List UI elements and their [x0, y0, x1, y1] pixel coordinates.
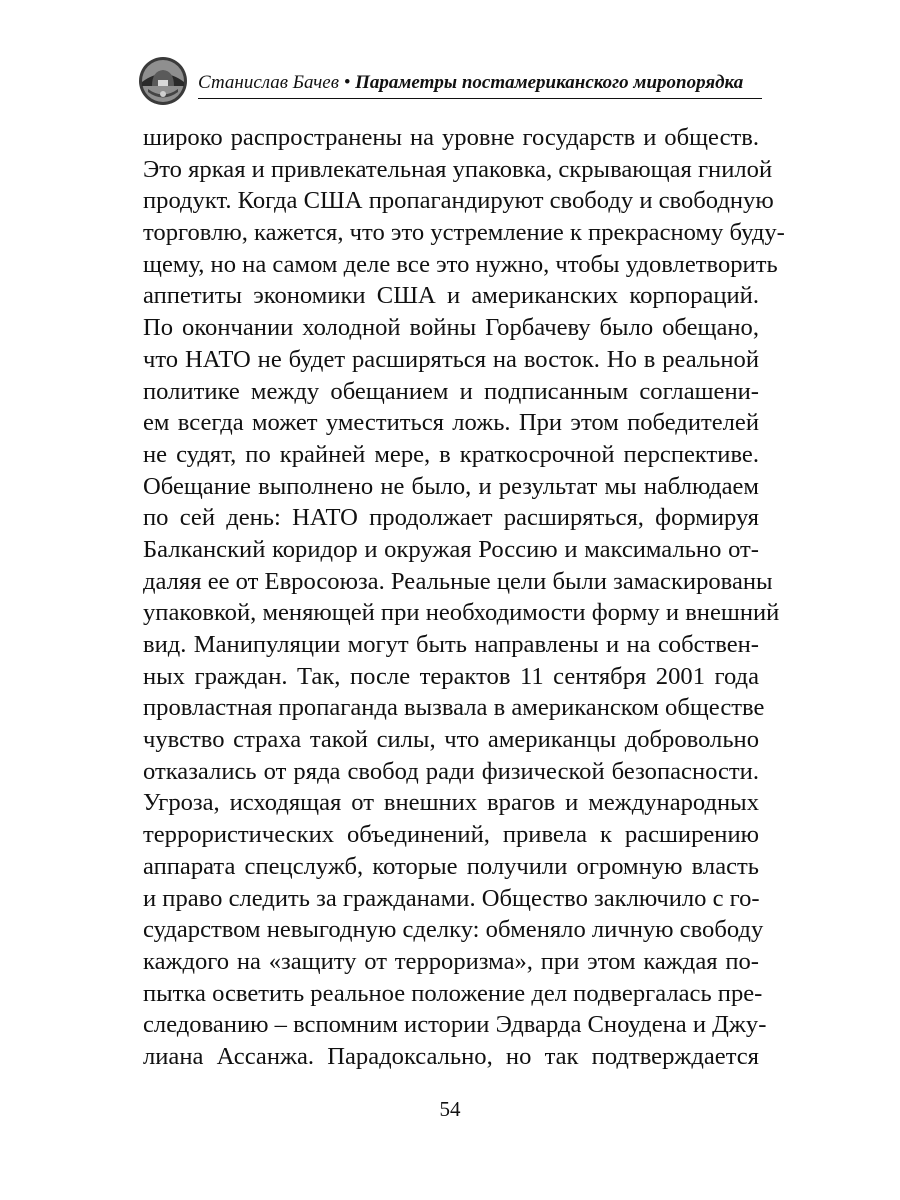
text-line: упаковкой, меняющей при необходимости форму и внешний	[143, 599, 780, 627]
text-line: ем всегда может уместиться ложь. При этом победителей	[143, 409, 759, 437]
text-line: лиана Ассанжа. Парадоксально, но так подтверждается	[143, 1042, 759, 1070]
text-line: щему, но на самом деле все это нужно, чтобы удовлетворить	[143, 250, 778, 278]
bell-tower-icon	[138, 56, 188, 106]
text-line: чувство страха такой силы, что американцы добровольно	[143, 726, 759, 754]
text-line: аппетиты экономики США и американских корпораций.	[143, 282, 759, 310]
text-line: торговлю, кажется, что это устремление к прекрасному буду-	[143, 219, 785, 247]
running-header	[138, 56, 762, 106]
header-rule	[198, 98, 762, 99]
text-line: пытка осветить реальное положение дел подвергалась пре-	[143, 979, 763, 1007]
text-line: Балканский коридор и окружая Россию и максимально от-	[143, 535, 759, 563]
text-line: не судят, по крайней мере, в краткосрочной перспективе.	[143, 440, 759, 468]
text-line: вид. Манипуляции могут быть направлены и на собствен-	[143, 631, 759, 658]
text-line: Обещание выполнено не было, и результат мы наблюдаем	[143, 472, 759, 500]
text-line: следованию – вспомним истории Эдварда Сноудена и Джу-	[143, 1011, 767, 1039]
text-line: провластная пропаганда вызвала в американском обществе	[143, 694, 765, 722]
text-line: широко распространены на уровне государств и обществ.	[143, 124, 759, 151]
text-line: и право следить за гражданами. Общество заключило с го-	[143, 884, 760, 912]
page-number: 54	[439, 1097, 461, 1121]
text-line: каждого на «защиту от терроризма», при этом каждая по-	[143, 947, 759, 975]
text-line: По окончании холодной войны Горбачеву было обещано,	[143, 314, 759, 342]
body-text	[143, 122, 785, 1073]
text-line: аппарата спецслужб, которые получили огромную власть	[143, 852, 759, 880]
header-separator: •	[343, 72, 351, 93]
text-line: сударством невыгодную сделку: обменяло личную свободу	[143, 916, 764, 944]
text-line: Это яркая и привлекательная упаковка, скрывающая гнилой	[143, 155, 773, 183]
text-line: ных граждан. Так, после терактов 11 сентября 2001 года	[143, 662, 759, 690]
text-line: Угроза, исходящая от внешних врагов и международных	[143, 789, 759, 817]
text-line: по сей день: НАТО продолжает расширяться, формируя	[143, 504, 759, 532]
text-line: отказались от ряда свобод ради физической безопасности.	[143, 757, 759, 785]
text-line: что НАТО не будет расширяться на восток. Но в реальной	[143, 345, 759, 373]
text-line: террористических объединений, привела к расширению	[143, 821, 759, 849]
header-title: Параметры постамериканского миропорядка	[355, 72, 744, 93]
running-header-text	[198, 72, 762, 94]
header-author: Станислав Бачев	[198, 72, 339, 93]
text-line: даляя ее от Евросоюза. Реальные цели были замаскированы	[143, 567, 773, 595]
text-line: политике между обещанием и подписанным соглашени-	[143, 377, 759, 405]
text-line: продукт. Когда США пропагандируют свободу и свободную	[143, 187, 774, 215]
